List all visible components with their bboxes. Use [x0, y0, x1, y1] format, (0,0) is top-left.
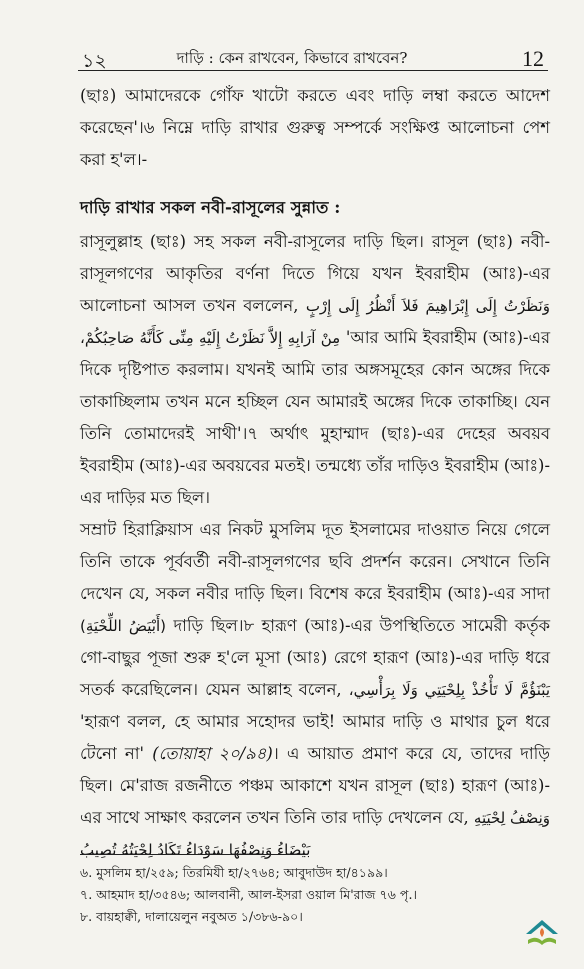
page-body [80, 80, 550, 866]
paragraph-text: সম্রাট হিরাক্লিয়াস এর নিকট মুসলিম দূত ইসলামের দাওয়াত নিয়ে গেলে তিনি তাকে পূর্ববর্তী নবী-রাসূলগণের ছবি প্রদর্শন করেন। সেখানে তিনি দেখেন যে, সকল নবীর দাড়ি ছিল। বিশেষ করে ইবরাহীম (আঃ)-এর সাদা [80, 520, 550, 603]
footnote-6: ৬. মুসলিম হা/২৫৯; তিরমিযী হা/২৭৬৪; আবুদাউদ হা/৪১৯৯। [80, 865, 388, 880]
arabic-hadith: وَنِصْفُ لِحْيَتِهِ بَيْضَاءُ وَنِصْفُهَا سَوْدَاءُ تَكَادُ لِحْيَتُهُ تُصِيبُ [80, 809, 550, 859]
footnotes [80, 862, 544, 928]
logo-flame [540, 928, 544, 937]
footnote-rule [80, 854, 305, 855]
paragraph-ibrahim [80, 226, 550, 514]
page-number-bengali: ১২ [82, 50, 107, 72]
page-number: 12 [522, 46, 544, 71]
section-heading: দাড়ি রাখার সকল নবী-রাসূলের সুন্নাত : [80, 197, 341, 217]
footnote-7: ৭. আহমাদ হা/৩৫৪৬; আলবানী, আল-ইসরা ওয়াল মি'রাজ ৭৬ পৃ.। [80, 887, 417, 902]
paragraph-intro: (ছাঃ) আমাদেরকে গোঁফ খাটো করতে এবং দাড়ি লম্বা করতে আদেশ করেছেন'।৬ নিম্নে দাড়ি রাখার গুরুত্ব সম্পর্কে সংক্ষিপ্ত আলোচনা পেশ করা হ'ল।- [80, 86, 550, 169]
quran-reference: (তোয়াহা ২০/৯৪) [152, 744, 273, 763]
paragraph-text: রাসূলুল্লাহ (ছাঃ) সহ সকল নবী-রাসূলের দাড়ি ছিল। রাসূল (ছাঃ) নবী-রাসূলগণের আকৃতির বর্ণনা দিতে গিয়ে যখন ইবরাহীম (আঃ)-এর আলোচনা আসল তখন বললেন, [80, 232, 550, 315]
header-rule [78, 70, 548, 71]
paragraph-text: দাড়ি ছিল।৮ হারূণ (আঃ)-এর উপস্থিতিতে সামেরী কর্তৃক গো-বাছুর পূজা শুরু হ'লে মূসা (আঃ) রেগে হারূণ (আঃ)-এর দাড়ি ধরে সতর্ক করেছিলেন। যেমন আল্লাহ বলেন, [80, 616, 550, 699]
running-title: দাড়ি : কেন রাখবেন, কিভাবে রাখবেন? [176, 49, 408, 67]
logo-book [528, 938, 556, 945]
paragraph-text: । এ আয়াত প্রমাণ করে যে, তাদের দাড়ি ছিল। মে'রাজ রজনীতে পঞ্চম আকাশে যখন রাসূল (ছাঃ) হারূণ (আঃ)-এর সাথে সাক্ষাৎ করলেন তখন তিনি তার দাড়ি দেখলেন যে, [80, 744, 550, 827]
arabic-verse: يَبْنَؤُمَّ لَا تَأْخُذْ بِلِحْيَتِي وَلَا بِرَأْسِي، [348, 681, 550, 699]
publisher-logo-icon [522, 914, 562, 954]
paragraph-text: 'হারূণ বলল, হে আমার সহোদর ভাই! আমার দাড়ি ও মাথার চুল ধরে টেনো না' [80, 712, 550, 763]
arabic-quote: وَنَظَرْتُ إِلَى إِبْرَاهِيمَ فَلاَ أَنْظُرُ إِلَى إِرْبٍ مِنْ آرَابِهِ إِلاَّ نَظَرْتُ إِلَيْهِ مِنِّى كَأَنَّهُ صَاحِبُكُمْ، [80, 297, 550, 347]
page-header [0, 0, 584, 70]
footnote-8: ৮. বায়হাক্বী, দালায়েলুন নবুঅত ১/৩৮৬-৯০। [80, 909, 303, 924]
paragraph-text: 'আর আমি ইবরাহীম (আঃ)-এর দিকে দৃষ্টিপাত করলাম। যখনই আমি তার অঙ্গসমূহের কোন অঙ্গের দিকে তাকাচ্ছিলাম তখন মনে হচ্ছিল যেন আমারই অঙ্গের দিকে তাকাচ্ছি। যেন তিনি তোমাদেরই সাথী'।৭ অর্থাৎ মুহাম্মাদ (ছাঃ)-এর দেহের অবয়ব ইবরাহীম (আঃ)-এর অবয়বের মতই। তন্মধ্যে তাঁর দাড়িও ইবরাহীম (আঃ)-এর দাড়ির মত ছিল। [80, 328, 550, 507]
paragraph-heraclius [80, 514, 550, 866]
arabic-phrase: (أَبْيَضُ اللِّحْيَةِ) [80, 617, 166, 635]
